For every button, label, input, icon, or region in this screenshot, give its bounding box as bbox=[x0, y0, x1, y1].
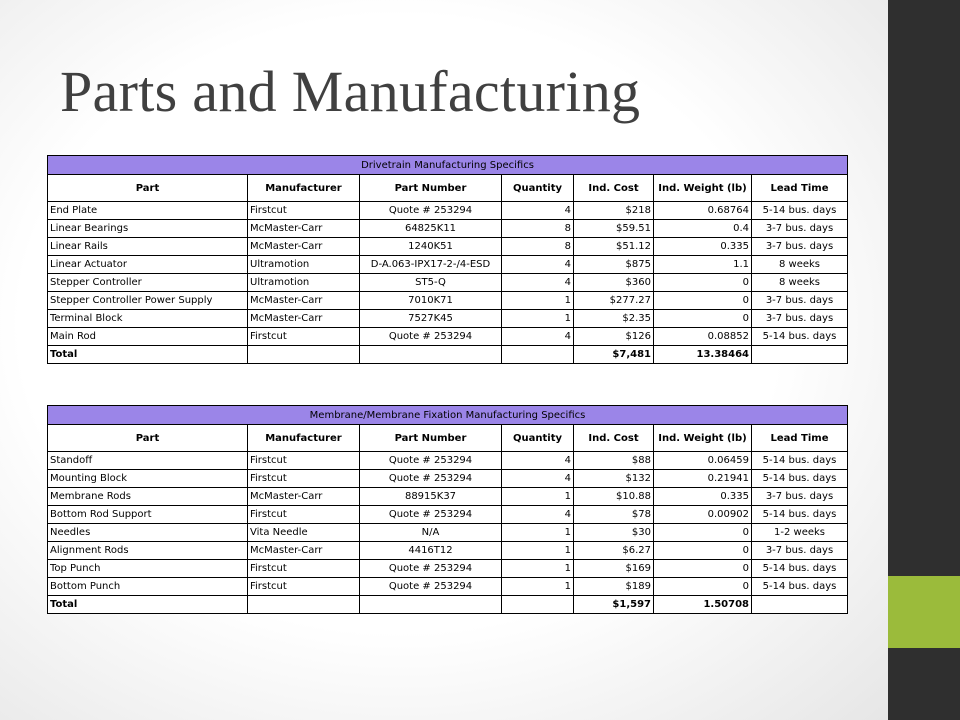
membrane-table-body bbox=[48, 406, 848, 614]
table-caption-row bbox=[48, 406, 848, 425]
cell-part-number: 7527K45 bbox=[360, 310, 502, 328]
cell-ind-cost: $2.35 bbox=[574, 310, 654, 328]
total-cost: $7,481 bbox=[574, 346, 654, 364]
cell-quantity: 8 bbox=[502, 220, 574, 238]
cell-lead-time: 8 weeks bbox=[752, 256, 848, 274]
cell-ind-weight: 0 bbox=[654, 560, 752, 578]
cell-part-number: Quote # 253294 bbox=[360, 506, 502, 524]
cell-lead-time: 3-7 bus. days bbox=[752, 238, 848, 256]
table-row bbox=[48, 470, 848, 488]
table-caption-row bbox=[48, 156, 848, 175]
cell-part-number: ST5-Q bbox=[360, 274, 502, 292]
cell-part: Bottom Punch bbox=[48, 578, 248, 596]
cell-manufacturer: McMaster-Carr bbox=[248, 488, 360, 506]
cell-ind-cost: $78 bbox=[574, 506, 654, 524]
total-empty-cell bbox=[502, 346, 574, 364]
total-weight: 13.38464 bbox=[654, 346, 752, 364]
total-empty-cell bbox=[248, 346, 360, 364]
cell-quantity: 1 bbox=[502, 488, 574, 506]
cell-lead-time: 5-14 bus. days bbox=[752, 328, 848, 346]
column-header-lead-time: Lead Time bbox=[752, 175, 848, 202]
cell-manufacturer: Vita Needle bbox=[248, 524, 360, 542]
cell-ind-cost: $169 bbox=[574, 560, 654, 578]
total-row bbox=[48, 596, 848, 614]
cell-lead-time: 3-7 bus. days bbox=[752, 310, 848, 328]
total-cost: $1,597 bbox=[574, 596, 654, 614]
cell-manufacturer: Firstcut bbox=[248, 452, 360, 470]
cell-part-number: Quote # 253294 bbox=[360, 202, 502, 220]
cell-part: Top Punch bbox=[48, 560, 248, 578]
membrane-table bbox=[47, 405, 848, 614]
cell-lead-time: 5-14 bus. days bbox=[752, 578, 848, 596]
cell-part: End Plate bbox=[48, 202, 248, 220]
column-header-ind-weight: Ind. Weight (lb) bbox=[654, 175, 752, 202]
cell-manufacturer: McMaster-Carr bbox=[248, 310, 360, 328]
cell-part: Mounting Block bbox=[48, 470, 248, 488]
cell-lead-time: 5-14 bus. days bbox=[752, 506, 848, 524]
cell-manufacturer: Ultramotion bbox=[248, 274, 360, 292]
total-empty-cell bbox=[248, 596, 360, 614]
table-row bbox=[48, 524, 848, 542]
cell-part: Linear Bearings bbox=[48, 220, 248, 238]
cell-part-number: N/A bbox=[360, 524, 502, 542]
cell-part-number: 64825K11 bbox=[360, 220, 502, 238]
cell-ind-cost: $6.27 bbox=[574, 542, 654, 560]
cell-quantity: 1 bbox=[502, 542, 574, 560]
cell-manufacturer: Firstcut bbox=[248, 202, 360, 220]
column-header-part: Part bbox=[48, 175, 248, 202]
cell-lead-time: 1-2 weeks bbox=[752, 524, 848, 542]
cell-lead-time: 3-7 bus. days bbox=[752, 542, 848, 560]
total-empty-cell bbox=[752, 346, 848, 364]
table-row bbox=[48, 488, 848, 506]
cell-part-number: Quote # 253294 bbox=[360, 578, 502, 596]
cell-manufacturer: McMaster-Carr bbox=[248, 220, 360, 238]
cell-part-number: Quote # 253294 bbox=[360, 560, 502, 578]
total-label: Total bbox=[48, 346, 248, 364]
cell-quantity: 4 bbox=[502, 328, 574, 346]
cell-ind-cost: $30 bbox=[574, 524, 654, 542]
cell-ind-cost: $88 bbox=[574, 452, 654, 470]
column-header-part: Part bbox=[48, 425, 248, 452]
cell-ind-cost: $132 bbox=[574, 470, 654, 488]
cell-part-number: Quote # 253294 bbox=[360, 452, 502, 470]
cell-ind-weight: 0.06459 bbox=[654, 452, 752, 470]
cell-part: Membrane Rods bbox=[48, 488, 248, 506]
cell-manufacturer: McMaster-Carr bbox=[248, 238, 360, 256]
cell-ind-weight: 0.21941 bbox=[654, 470, 752, 488]
drivetrain-table bbox=[47, 155, 848, 364]
cell-part: Main Rod bbox=[48, 328, 248, 346]
cell-ind-cost: $277.27 bbox=[574, 292, 654, 310]
table-header-row bbox=[48, 425, 848, 452]
cell-quantity: 1 bbox=[502, 524, 574, 542]
cell-lead-time: 5-14 bus. days bbox=[752, 470, 848, 488]
cell-ind-weight: 0.68764 bbox=[654, 202, 752, 220]
total-empty-cell bbox=[360, 596, 502, 614]
table-row bbox=[48, 274, 848, 292]
cell-part: Bottom Rod Support bbox=[48, 506, 248, 524]
table-row bbox=[48, 328, 848, 346]
column-header-ind-cost: Ind. Cost bbox=[574, 425, 654, 452]
table-row bbox=[48, 202, 848, 220]
cell-ind-weight: 0 bbox=[654, 542, 752, 560]
column-header-manufacturer: Manufacturer bbox=[248, 175, 360, 202]
cell-quantity: 1 bbox=[502, 560, 574, 578]
total-empty-cell bbox=[502, 596, 574, 614]
table-row bbox=[48, 310, 848, 328]
cell-ind-cost: $126 bbox=[574, 328, 654, 346]
cell-quantity: 4 bbox=[502, 256, 574, 274]
total-row bbox=[48, 346, 848, 364]
column-header-part-number: Part Number bbox=[360, 425, 502, 452]
table-row bbox=[48, 506, 848, 524]
cell-ind-cost: $189 bbox=[574, 578, 654, 596]
table-row bbox=[48, 238, 848, 256]
cell-lead-time: 5-14 bus. days bbox=[752, 202, 848, 220]
column-header-quantity: Quantity bbox=[502, 425, 574, 452]
cell-part-number: D-A.063-IPX17-2-/4-ESD bbox=[360, 256, 502, 274]
cell-ind-weight: 1.1 bbox=[654, 256, 752, 274]
table-row bbox=[48, 452, 848, 470]
cell-ind-weight: 0 bbox=[654, 524, 752, 542]
column-header-lead-time: Lead Time bbox=[752, 425, 848, 452]
cell-quantity: 4 bbox=[502, 470, 574, 488]
cell-ind-weight: 0.08852 bbox=[654, 328, 752, 346]
cell-part: Stepper Controller Power Supply bbox=[48, 292, 248, 310]
cell-part-number: 88915K37 bbox=[360, 488, 502, 506]
cell-manufacturer: McMaster-Carr bbox=[248, 542, 360, 560]
table-row bbox=[48, 542, 848, 560]
cell-lead-time: 5-14 bus. days bbox=[752, 560, 848, 578]
cell-part: Linear Actuator bbox=[48, 256, 248, 274]
cell-ind-weight: 0 bbox=[654, 310, 752, 328]
cell-quantity: 4 bbox=[502, 274, 574, 292]
cell-part-number: 1240K51 bbox=[360, 238, 502, 256]
cell-ind-weight: 0.00902 bbox=[654, 506, 752, 524]
cell-manufacturer: Firstcut bbox=[248, 470, 360, 488]
total-empty-cell bbox=[752, 596, 848, 614]
cell-ind-weight: 0 bbox=[654, 274, 752, 292]
cell-part: Standoff bbox=[48, 452, 248, 470]
cell-lead-time: 3-7 bus. days bbox=[752, 488, 848, 506]
table-caption: Drivetrain Manufacturing Specifics bbox=[48, 156, 848, 175]
cell-quantity: 4 bbox=[502, 452, 574, 470]
total-weight: 1.50708 bbox=[654, 596, 752, 614]
cell-part: Needles bbox=[48, 524, 248, 542]
cell-ind-weight: 0.335 bbox=[654, 238, 752, 256]
cell-lead-time: 8 weeks bbox=[752, 274, 848, 292]
total-label: Total bbox=[48, 596, 248, 614]
cell-manufacturer: McMaster-Carr bbox=[248, 292, 360, 310]
cell-part-number: Quote # 253294 bbox=[360, 328, 502, 346]
cell-quantity: 4 bbox=[502, 202, 574, 220]
cell-ind-cost: $10.88 bbox=[574, 488, 654, 506]
accent-block bbox=[888, 576, 960, 648]
column-header-part-number: Part Number bbox=[360, 175, 502, 202]
cell-ind-cost: $218 bbox=[574, 202, 654, 220]
cell-part: Alignment Rods bbox=[48, 542, 248, 560]
column-header-manufacturer: Manufacturer bbox=[248, 425, 360, 452]
cell-part: Terminal Block bbox=[48, 310, 248, 328]
cell-lead-time: 5-14 bus. days bbox=[752, 452, 848, 470]
column-header-quantity: Quantity bbox=[502, 175, 574, 202]
table-caption: Membrane/Membrane Fixation Manufacturing Specifics bbox=[48, 406, 848, 425]
cell-part-number: 4416T12 bbox=[360, 542, 502, 560]
cell-manufacturer: Ultramotion bbox=[248, 256, 360, 274]
slide-title: Parts and Manufacturing bbox=[60, 59, 641, 124]
cell-manufacturer: Firstcut bbox=[248, 506, 360, 524]
cell-part: Linear Rails bbox=[48, 238, 248, 256]
table-header-row bbox=[48, 175, 848, 202]
cell-ind-weight: 0.335 bbox=[654, 488, 752, 506]
cell-lead-time: 3-7 bus. days bbox=[752, 292, 848, 310]
cell-quantity: 1 bbox=[502, 310, 574, 328]
drivetrain-table-body bbox=[48, 156, 848, 364]
cell-ind-cost: $59.51 bbox=[574, 220, 654, 238]
cell-quantity: 4 bbox=[502, 506, 574, 524]
cell-ind-cost: $875 bbox=[574, 256, 654, 274]
cell-quantity: 8 bbox=[502, 238, 574, 256]
cell-ind-weight: 0.4 bbox=[654, 220, 752, 238]
cell-ind-cost: $51.12 bbox=[574, 238, 654, 256]
table-row bbox=[48, 256, 848, 274]
cell-manufacturer: Firstcut bbox=[248, 560, 360, 578]
cell-part-number: Quote # 253294 bbox=[360, 470, 502, 488]
cell-part-number: 7010K71 bbox=[360, 292, 502, 310]
table-row bbox=[48, 578, 848, 596]
cell-ind-weight: 0 bbox=[654, 292, 752, 310]
table-row bbox=[48, 560, 848, 578]
cell-quantity: 1 bbox=[502, 578, 574, 596]
cell-lead-time: 3-7 bus. days bbox=[752, 220, 848, 238]
column-header-ind-cost: Ind. Cost bbox=[574, 175, 654, 202]
cell-ind-cost: $360 bbox=[574, 274, 654, 292]
column-header-ind-weight: Ind. Weight (lb) bbox=[654, 425, 752, 452]
table-row bbox=[48, 220, 848, 238]
table-row bbox=[48, 292, 848, 310]
cell-manufacturer: Firstcut bbox=[248, 328, 360, 346]
total-empty-cell bbox=[360, 346, 502, 364]
cell-quantity: 1 bbox=[502, 292, 574, 310]
cell-ind-weight: 0 bbox=[654, 578, 752, 596]
cell-part: Stepper Controller bbox=[48, 274, 248, 292]
cell-manufacturer: Firstcut bbox=[248, 578, 360, 596]
